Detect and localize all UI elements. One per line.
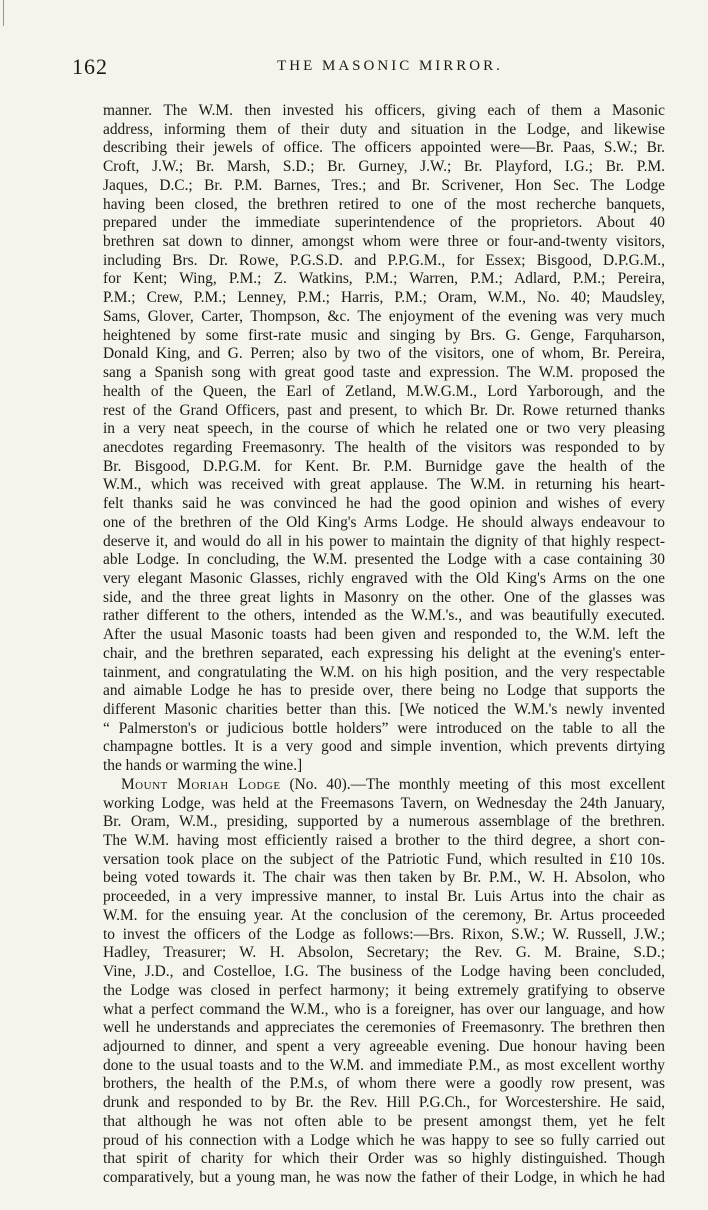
text-line: proceeded, in a very impressive manner, to instal Br. Luis Artus into the chair as [103,888,665,906]
text-line: heightened by some first-rate music and singing by Brs. G. Genge, Farquharson, [103,326,665,344]
text-line: the Lodge was closed in perfect harmony; it being extremely gratifying to observe [103,981,665,999]
text-line: W.M., which was received with great applause. The W.M. in returning his heart- [103,476,665,494]
text-line: being voted towards it. The chair was then taken by Br. P.M., W. H. Absolon, who [103,869,665,887]
text-line: chair, and the brethren separated, each expressing his delight at the evening's enter- [103,644,665,662]
text-line: Hadley, Treasurer; W. H. Absolon, Secretary; the Rev. G. M. Braine, S.D.; [103,944,665,962]
text-line: proud of his connection with a Lodge which he was happy to see so fully carried out [103,1131,665,1149]
text-line: champagne bottles. It is a very good and simple invention, which prevents dirtying [103,738,665,756]
text-line-content: (No. 40).—The monthly meeting of this most excellent [280,775,665,793]
text-line: what a perfect command the W.M., who is a foreigner, has over our language, and how [103,1000,665,1018]
page-number: 162 [72,54,108,79]
text-line: in a very neat speech, in the course of which he related one or two very pleasing [103,420,665,438]
text-line: “ Palmerston's or judicious bottle holders” were introduced on the table to all the [103,719,665,737]
text-line: Br. Oram, W.M., presiding, supported by a numerous assemblage of the brethren. [103,813,665,831]
text-line: that spirit of charity for which their Order was so highly distinguished. Though [103,1150,665,1168]
text-line: brothers, the health of the P.M.s, of whom there were a goodly row present, was [103,1075,665,1093]
text-line: versation took place on the subject of the Patriotic Fund, which resulted in £10 10s. [103,850,665,868]
text-line: prepared under the immediate superintendence of the proprietors. About 40 [103,214,665,232]
text-line: P.M.; Crew, P.M.; Lenney, P.M.; Harris, P.M.; Oram, W.M., No. 40; Maudsley, [103,289,665,307]
text-line: health of the Queen, the Earl of Zetland, M.W.G.M., Lord Yarborough, and the [103,382,665,400]
text-line: rather different to the others, intended as the W.M.'s., and was beautifully executed. [103,607,665,625]
page-header [72,54,668,84]
text-line: well he understands and appreciates the ceremonies of Freemasonry. The brethren then [103,1019,665,1037]
text-line: tainment, and congratulating the W.M. on his high position, and the very respectable [103,663,665,681]
article-body [103,102,665,1188]
text-line: brethren sat down to dinner, amongst whom were three or four-and-twenty visitors, [103,233,665,251]
text-line: able Lodge. In concluding, the W.M. presented the Lodge with a case containing 30 [103,551,665,569]
text-line: address, informing them of their duty and situation in the Lodge, and likewise [103,120,665,138]
text-line: Br. Bisgood, D.P.G.M. for Kent. Br. P.M. Burnidge gave the health of the [103,457,665,475]
text-line: Sams, Glover, Carter, Thompson, &c. The enjoyment of the evening was very much [103,307,665,325]
text-line: done to the usual toasts and to the W.M. and immediate P.M., as most excellent worthy [103,1056,665,1074]
text-line: describing their jewels of office. The officers appointed were—Br. Paas, S.W.; Br. [103,139,665,157]
text-line: manner. The W.M. then invested his officers, giving each of them a Masonic [103,102,665,119]
text-line: deserve it, and would do all in his power to maintain the dignity of that highly respect- [103,532,665,550]
text-line: one of the brethren of the Old King's Arms Lodge. He should always endeavour to [103,513,665,531]
text-line: the hands or warming the wine.] [103,757,303,775]
paragraph-mount-moriah-lodge [103,776,665,1188]
text-line: Jaques, D.C.; Br. P.M. Barnes, Tres.; and Br. Scrivener, Hon Sec. The Lodge [103,176,665,194]
text-line: side, and the three great lights in Masonry on the other. One of the glasses was [103,588,665,606]
text-line: that although he was not often able to be present amongst them, yet he felt [103,1112,665,1130]
text-line: working Lodge, was held at the Freemasons Tavern, on Wednesday the 24th January, [103,794,665,812]
text-line: anecdotes regarding Freemasonry. The health of the visitors was responded to by [103,438,665,456]
text-line [103,776,665,795]
text-line: very elegant Masonic Glasses, richly engraved with the Old King's Arms on the one [103,569,665,587]
paragraph-banquet-report [103,102,665,776]
text-line: for Kent; Wing, P.M.; Z. Watkins, P.M.; Warren, P.M.; Adlard, P.M.; Pereira, [103,270,665,288]
text-line: to invest the officers of the Lodge as follows:—Brs. Rixon, S.W.; W. Russell, J.W.; [103,925,665,943]
text-line: different Masonic charities better than this. [We noticed the W.M.'s newly invented [103,701,665,718]
text-line: and aimable Lodge he has to preside over, there being no Lodge that supports the [103,682,665,700]
text-line: including Brs. Dr. Rowe, P.G.S.D. and P.P.G.M., for Essex; Bisgood, D.P.G.M., [103,251,665,269]
text-line: comparatively, but a young man, he was now the father of their Lodge, in which he had [103,1168,665,1186]
margin-rule [3,0,4,26]
lodge-name-heading: Mount Moriah Lodge [121,775,281,793]
text-line: The W.M. having most efficiently raised a brother to the third degree, a short con- [103,832,665,850]
text-line: After the usual Masonic toasts had been given and responded to, the W.M. left the [103,626,665,644]
text-line: felt thanks said he was convinced he had the good opinion and wishes of every [103,495,665,513]
text-line: Vine, J.D., and Costelloe, I.G. The business of the Lodge having been concluded, [103,963,665,981]
text-line: sang a Spanish song with great good taste and expression. The W.M. proposed the [103,364,665,382]
text-line: having been closed, the brethren retired to one of the most recherche banquets, [103,195,665,213]
text-line: rest of the Grand Officers, past and present, to which Br. Dr. Rowe returned thanks [103,401,665,419]
text-line: Croft, J.W.; Br. Marsh, S.D.; Br. Gurney, J.W.; Br. Playford, I.G.; Br. P.M. [103,158,665,176]
text-line: Donald King, and G. Perren; also by two of the visitors, one of whom, Br. Pereira, [103,345,665,363]
running-title: THE MASONIC MIRROR. [277,58,503,74]
text-line: W.M. for the ensuing year. At the conclusion of the ceremony, Br. Artus proceeded [103,906,665,924]
text-line: adjourned to dinner, and spent a very agreeable evening. Due honour having been [103,1037,665,1055]
text-line: drunk and responded to by Br. the Rev. Hill P.G.Ch., for Worcestershire. He said, [103,1094,665,1112]
